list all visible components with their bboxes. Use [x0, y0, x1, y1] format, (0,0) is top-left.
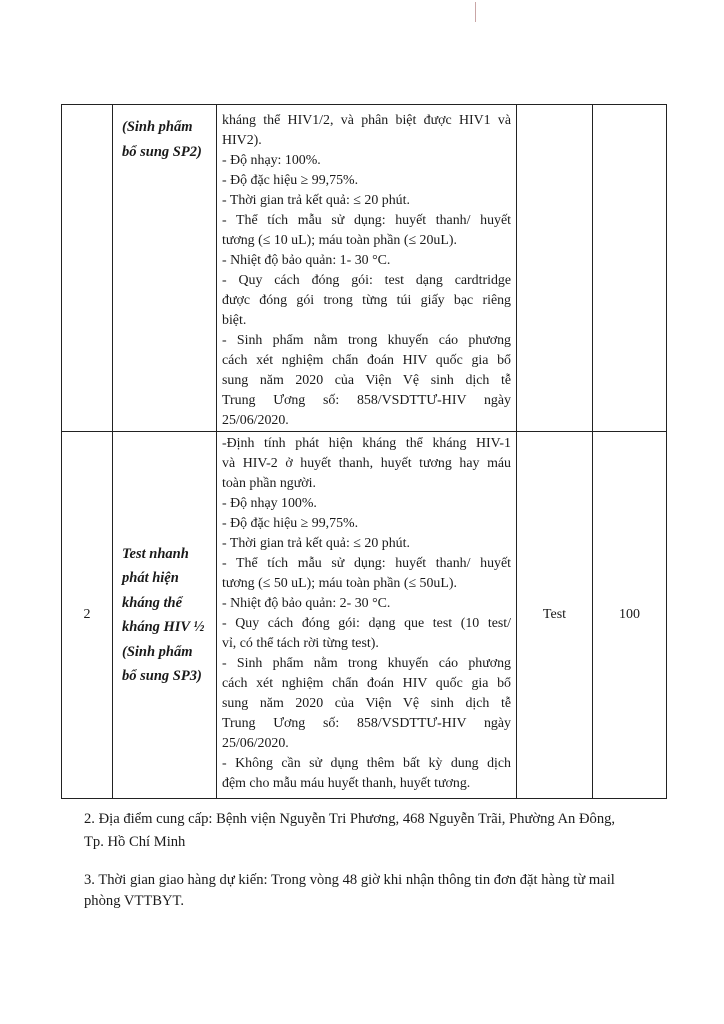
- specification-line: - Thời gian trả kết quả: ≤ 20 phút.: [222, 536, 410, 551]
- table-row: [62, 432, 667, 799]
- unit-cell: Test: [517, 432, 593, 799]
- specification-line: -Định tính phát hiện kháng thể kháng HIV-1: [222, 436, 511, 451]
- product-name-cell: [113, 432, 217, 799]
- specification-cell: [217, 105, 517, 432]
- product-name-line: bổ sung SP3): [122, 668, 202, 684]
- specification-line: - Độ nhạy: 100%.: [222, 153, 321, 168]
- specification-line: - Quy cách đóng gói: dạng que test (10 test/: [222, 616, 511, 631]
- specification-line: đệm cho mẫu máu huyết thanh, huyết tương.: [222, 776, 471, 791]
- product-name-line: kháng HIV ½: [122, 619, 205, 635]
- product-name-line: bổ sung SP2): [122, 143, 202, 160]
- product-name-line: Test nhanh: [122, 545, 189, 562]
- specification-line: cách xét nghiệm chẩn đoán HIV quốc gia bổ: [222, 676, 511, 691]
- specification-line: - Sinh phẩm nằm trong khuyến cáo phương: [222, 656, 511, 671]
- table-row: [62, 105, 667, 432]
- scan-mark: [475, 2, 476, 22]
- specification-line: sung năm 2020 của Viện Vệ sinh dịch tễ: [222, 696, 511, 711]
- quantity-cell: [593, 105, 667, 432]
- specification-line: sung năm 2020 của Viện Vệ sinh dịch tễ: [222, 373, 511, 388]
- specification-line: - Nhiệt độ bảo quản: 2- 30 °C.: [222, 596, 391, 611]
- quantity-cell: 100: [593, 432, 667, 799]
- specification-line: - Độ đặc hiệu ≥ 99,75%.: [222, 173, 359, 188]
- delivery-location-line-1: 2. Địa điểm cung cấp: Bệnh viện Nguyễn Tri Phương, 468 Nguyễn Trãi, Phường An Đông,: [84, 811, 616, 827]
- product-name: [113, 542, 216, 689]
- specification-line: - Độ đặc hiệu ≥ 99,75%.: [222, 516, 359, 531]
- specification-text: [217, 432, 516, 794]
- specification-line: được đóng gói trong từng túi giấy bạc riêng: [222, 293, 511, 308]
- product-spec-table: [61, 104, 667, 799]
- specification-line: 25/06/2020.: [222, 413, 289, 428]
- specification-line: - Sinh phẩm nằm trong khuyến cáo phương: [222, 333, 511, 348]
- specification-line: - Thời gian trả kết quả: ≤ 20 phút.: [222, 193, 410, 208]
- specification-line: - Độ nhạy 100%.: [222, 496, 317, 511]
- product-name-line: (Sinh phẩm: [122, 119, 193, 135]
- specification-line: tương (≤ 10 uL); máu toàn phần (≤ 20uL).: [222, 233, 457, 248]
- product-name-cell: [113, 105, 217, 432]
- product-name: [113, 105, 216, 164]
- specification-line: - Không cần sử dụng thêm bất kỳ dung dịch: [222, 756, 511, 771]
- specification-line: cách xét nghiệm chẩn đoán HIV quốc gia bổ: [222, 353, 511, 368]
- delivery-time-line-1: 3. Thời gian giao hàng dự kiến: Trong vòng 48 giờ khi nhận thông tin đơn đặt hàng từ mail: [84, 872, 615, 888]
- specification-line: - Thể tích mẫu sử dụng: huyết thanh/ huyết: [222, 213, 511, 228]
- specification-line: Trung Ương số: 858/VSDTTƯ-HIV ngày: [222, 716, 511, 731]
- specification-line: và HIV-2 ở huyết thanh, huyết tương hay máu: [222, 456, 511, 471]
- specification-line: HIV2).: [222, 133, 262, 148]
- product-name-line: kháng thể: [122, 594, 183, 611]
- specification-line: kháng thể HIV1/2, và phân biệt được HIV1 và: [222, 113, 511, 128]
- specification-text: [217, 105, 516, 431]
- row-number-cell: [62, 105, 113, 432]
- specification-line: vỉ, có thể tách rời từng test).: [222, 636, 379, 651]
- delivery-time-line-2: phòng VTTBYT.: [84, 893, 184, 909]
- specification-line: Trung Ương số: 858/VSDTTƯ-HIV ngày: [222, 393, 511, 408]
- product-name-line: phát hiện: [122, 570, 179, 586]
- specification-line: 25/06/2020.: [222, 736, 289, 751]
- specification-cell: [217, 432, 517, 799]
- specification-line: toàn phần người.: [222, 476, 316, 491]
- specification-line: - Nhiệt độ bảo quản: 1- 30 °C.: [222, 253, 391, 268]
- product-name-line: (Sinh phẩm: [122, 643, 193, 660]
- specification-line: biệt.: [222, 313, 247, 328]
- specification-line: tương (≤ 50 uL); máu toàn phần (≤ 50uL).: [222, 576, 457, 591]
- specification-line: - Thể tích mẫu sử dụng: huyết thanh/ huyết: [222, 556, 511, 571]
- row-number-cell: 2: [62, 432, 113, 799]
- delivery-location-line-2: Tp. Hồ Chí Minh: [84, 834, 186, 850]
- unit-cell: [517, 105, 593, 432]
- specification-line: - Quy cách đóng gói: test dạng cardtridge: [222, 273, 511, 288]
